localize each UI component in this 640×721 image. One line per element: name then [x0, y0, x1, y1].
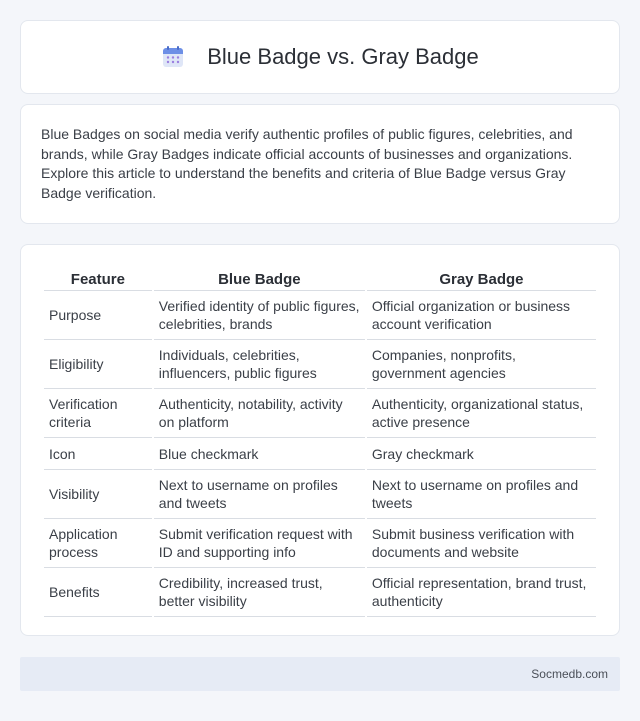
- table-cell: Next to username on profiles and tweets: [154, 470, 365, 519]
- intro-card: [20, 104, 620, 224]
- comparison-table-card: [20, 244, 620, 636]
- table-cell: Blue checkmark: [154, 438, 365, 470]
- table-cell: Official organization or business account verification: [367, 291, 596, 340]
- comparison-table: [42, 265, 598, 617]
- column-header-feature: Feature: [44, 265, 152, 291]
- table-cell: Application process: [44, 519, 152, 568]
- table-cell: Individuals, celebrities, influencers, public figures: [154, 340, 365, 389]
- table-cell: Purpose: [44, 291, 152, 340]
- calendar-icon: [161, 45, 185, 69]
- table-cell: Companies, nonprofits, government agencies: [367, 340, 596, 389]
- table-cell: Verified identity of public figures, celebrities, brands: [154, 291, 365, 340]
- table-row: [44, 438, 596, 470]
- footer-site-link[interactable]: Socmedb.com: [531, 667, 608, 681]
- table-cell: Icon: [44, 438, 152, 470]
- footer: [20, 657, 620, 691]
- table-cell: Credibility, increased trust, better visibility: [154, 568, 365, 617]
- table-cell: Visibility: [44, 470, 152, 519]
- table-cell: Authenticity, organizational status, active presence: [367, 389, 596, 438]
- table-row: [44, 568, 596, 617]
- table-row: [44, 389, 596, 438]
- table-cell: Authenticity, notability, activity on platform: [154, 389, 365, 438]
- table-cell: Benefits: [44, 568, 152, 617]
- table-row: [44, 470, 596, 519]
- column-header-gray-badge: Gray Badge: [367, 265, 596, 291]
- intro-text: Blue Badges on social media verify authentic profiles of public figures, celebrities, and brands, while Gray Badges indicate official accounts of businesses and organizations. Explore this article to understand the benefits and criteria of Blue Badge versus Gray Badge verification.: [41, 126, 573, 201]
- table-cell: Next to username on profiles and tweets: [367, 470, 596, 519]
- table-cell: Submit verification request with ID and supporting info: [154, 519, 365, 568]
- table-cell: Eligibility: [44, 340, 152, 389]
- table-header-row: [44, 265, 596, 291]
- table-row: [44, 340, 596, 389]
- table-cell: Submit business verification with documents and website: [367, 519, 596, 568]
- table-cell: Gray checkmark: [367, 438, 596, 470]
- table-row: [44, 291, 596, 340]
- table-cell: Verification criteria: [44, 389, 152, 438]
- page-title: Blue Badge vs. Gray Badge: [207, 44, 479, 69]
- column-header-blue-badge: Blue Badge: [154, 265, 365, 291]
- table-row: [44, 519, 596, 568]
- title-card: [20, 20, 620, 94]
- table-cell: Official representation, brand trust, authenticity: [367, 568, 596, 617]
